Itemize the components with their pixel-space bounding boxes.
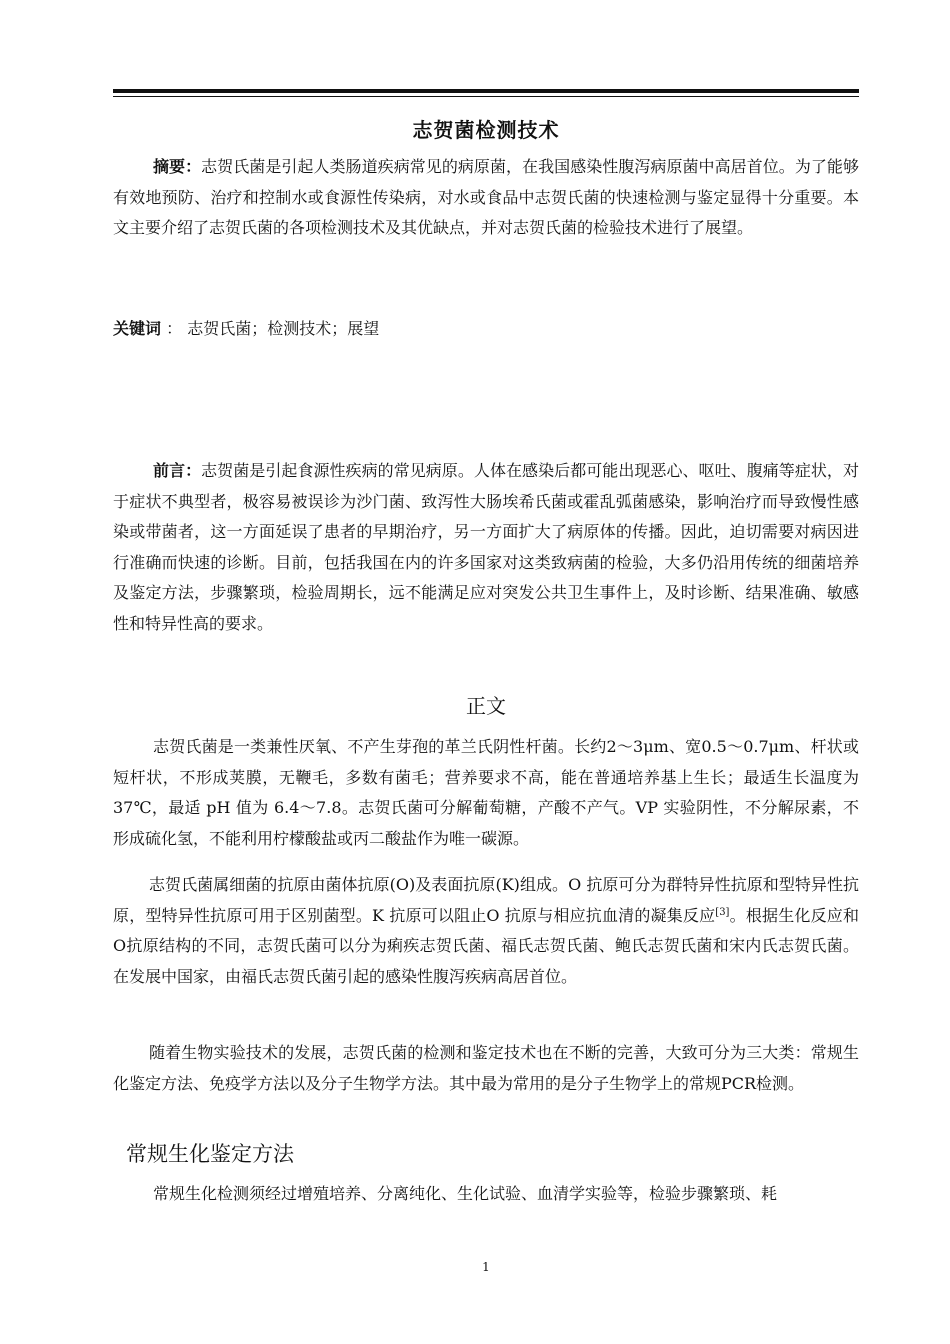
- document-title: 志贺菌检测技术: [412, 118, 560, 142]
- keywords-separator: ：: [161, 319, 188, 338]
- body-paragraph-2-text-b: 。根据生化反应和O抗原结构的不同，志贺氏菌可以分为痢疾志贺氏菌、福氏志贺氏菌、鲍氏志贺氏菌和宋内氏志贺氏菌。在发展中国家，由福氏志贺氏菌引起的感染性腹泻疾病高居首位。: [113, 905, 859, 986]
- header-rule-thick: [113, 89, 859, 93]
- abstract-label: 摘要：: [153, 157, 202, 176]
- preface-label: 前言：: [153, 461, 202, 480]
- body-paragraph-3: 随着生物实验技术的发展，志贺氏菌的检测和鉴定技术也在不断的完善，大致可分为三大类：常规生化鉴定方法、免疫学方法以及分子生物学方法。其中最为常用的是分子生物学上的常规PCR检测。: [113, 1043, 859, 1093]
- body-paragraph-1: 志贺氏菌是一类兼性厌氧、不产生芽孢的革兰氏阴性杆菌。长约2～3μm、宽0.5～0.7μm、杆状或短杆状，不形成荚膜，无鞭毛，多数有菌毛；营养要求不高，能在普通培养基上生长；最适生长温度为37℃，最适 pH 值为 6.4～7.8。志贺氏菌可分解葡萄糖，产酸不产气。VP 实验阴性，不分解尿素，不形成硫化氢，不能利用柠檬酸盐或丙二酸盐作为唯一碳源。: [113, 737, 859, 848]
- abstract-paragraph: [113, 152, 859, 244]
- subsection-paragraph-1: 常规生化检测须经过增殖培养、分离纯化、生化试验、血清学实验等，检验步骤繁琐、耗: [153, 1184, 778, 1203]
- subsection-heading: 常规生化鉴定方法: [126, 1142, 294, 1166]
- abstract-text: 志贺氏菌是引起人类肠道疾病常见的病原菌，在我国感染性腹泻病原菌中高居首位。为了能够有效地预防、治疗和控制水或食源性传染病，对水或食品中志贺氏菌的快速检测与鉴定显得十分重要。本文主要介绍了志贺氏菌的各项检测技术及其优缺点，并对志贺氏菌的检验技术进行了展望。: [113, 157, 859, 237]
- body-paragraph-2: [113, 870, 859, 992]
- page-number: 1: [482, 1260, 490, 1274]
- keywords-label: 关键词: [113, 319, 162, 338]
- citation-ref: [3]: [715, 906, 730, 918]
- preface-text: 志贺菌是引起食源性疾病的常见病原。人体在感染后都可能出现恶心、呕吐、腹痛等症状，对于症状不典型者，极容易被误诊为沙门菌、致泻性大肠埃希氏菌或霍乱弧菌感染，影响治疗而导致慢性感染或带菌者，这一方面延误了患者的早期治疗，另一方面扩大了病原体的传播。因此，迫切需要对病因进行准确而快速的诊断。目前，包括我国在内的许多国家对这类致病菌的检验，大多仍沿用传统的细菌培养及鉴定方法，步骤繁琐，检验周期长，远不能满足应对突发公共卫生事件上，及时诊断、结果准确、敏感性和特异性高的要求。: [113, 461, 859, 633]
- body-paragraph-2-text-a: 志贺氏菌属细菌的抗原由菌体抗原(O)及表面抗原(K)组成。O 抗原可分为群特异性抗原和型特异性抗原，型特异性抗原可用于区别菌型。K 抗原可以阻止O 抗原与相应抗血清的凝集反应: [113, 875, 859, 925]
- header-rule-thin: [113, 96, 859, 97]
- keywords-text: 志贺氏菌；检测技术；展望: [187, 319, 380, 338]
- preface-paragraph: [113, 456, 859, 639]
- main-section-title: 正文: [466, 694, 506, 718]
- keywords-line: [113, 316, 859, 342]
